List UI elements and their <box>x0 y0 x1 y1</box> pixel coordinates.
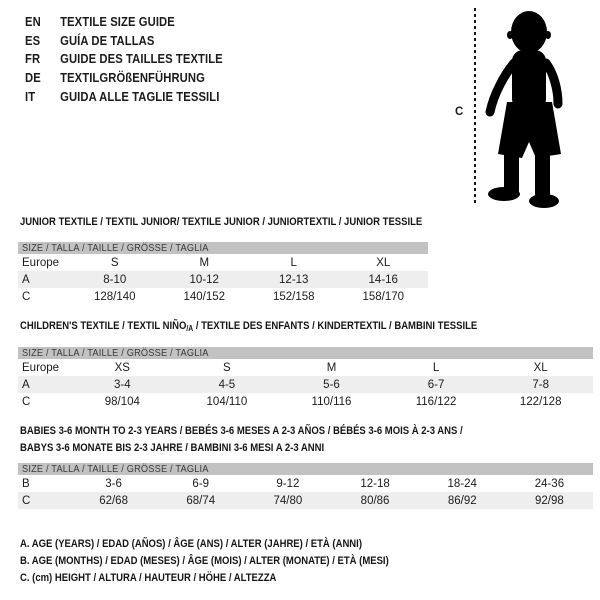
age-cell: 10-12 <box>189 273 219 286</box>
age-cell: 8-10 <box>103 273 127 286</box>
age-cell: 4-5 <box>218 378 236 391</box>
height-cell: 98/104 <box>104 395 140 408</box>
size-cell: S <box>223 361 231 374</box>
height-cell: 152/158 <box>272 290 315 303</box>
size-cell: M <box>199 256 210 269</box>
toddler-silhouette <box>488 11 561 208</box>
size-cell: XL <box>533 361 548 374</box>
table-row-height <box>18 288 428 305</box>
lang-label: GUIDA ALLE TAGLIE TESSILI <box>60 89 220 104</box>
size-cell: L <box>432 361 440 374</box>
footnote-height-cm: C. (cm) HEIGHT / ALTURA / HAUTEUR / HÖHE / ALTEZZA <box>20 572 277 585</box>
children-size-table <box>18 347 593 410</box>
lang-code: ES <box>25 33 41 48</box>
lang-label: GUÍA DE TALLAS <box>60 33 155 48</box>
height-cell: 122/128 <box>519 395 562 408</box>
footnote-age-months: B. AGE (MONTHS) / EDAD (MESES) / ÂGE (MOIS) / ALTER (MONATE) / ETÀ (MESI) <box>20 555 389 568</box>
height-cell: 74/80 <box>273 494 303 507</box>
height-measure-label: C <box>455 106 464 118</box>
height-cell: 140/152 <box>183 290 226 303</box>
footnote-age-years: A. AGE (YEARS) / EDAD (AÑOS) / ÂGE (ANS) / ALTER (JAHRE) / ETÀ (ANNI) <box>20 538 362 550</box>
age-cell: 6-9 <box>192 477 210 490</box>
size-header-label: SIZE / TALLA / TAILLE / GRÖSSE / TAGLIA <box>22 242 209 254</box>
lang-label: TEXTILE SIZE GUIDE <box>60 15 175 30</box>
lang-label: GUIDE DES TAILLES TEXTILE <box>60 52 223 67</box>
table-row-europe <box>18 254 428 271</box>
height-cell: 116/122 <box>415 395 457 408</box>
lang-code: FR <box>25 52 41 67</box>
section-title-junior: JUNIOR TEXTILE / TEXTIL JUNIOR/ TEXTILE JUNIOR / JUNIORTEXTIL / JUNIOR TESSILE <box>20 216 423 228</box>
height-cell: 110/116 <box>311 395 352 408</box>
language-title-list <box>25 13 223 106</box>
row-label: B <box>22 477 30 490</box>
section-title-children-post: / TEXTILE DES ENFANTS / KINDERTEXTIL / BAMBINI TESSILE <box>193 320 478 332</box>
section-title-children <box>20 320 477 332</box>
age-cell: 18-24 <box>447 477 477 490</box>
lang-label: TEXTILGRÖßENFÜHRUNG <box>60 71 205 86</box>
row-label: A <box>22 273 30 286</box>
height-cell: 68/74 <box>186 494 216 507</box>
row-label: C <box>22 395 31 408</box>
size-header-label: SIZE / TALLA / TAILLE / GRÖSSE / TAGLIA <box>22 463 209 475</box>
table-row-height <box>18 492 593 509</box>
lang-row-de <box>25 69 223 88</box>
height-cell: 86/92 <box>447 494 477 507</box>
table-row-europe <box>18 359 593 376</box>
size-header-bar <box>18 242 428 254</box>
age-cell: 12-13 <box>279 273 309 286</box>
section-title-babies <box>20 423 463 456</box>
lang-row-en <box>25 13 223 32</box>
age-cell: 5-6 <box>323 378 340 391</box>
table-row-age-months <box>18 475 593 492</box>
size-cell: XS <box>114 361 130 374</box>
height-cell: 158/170 <box>362 290 405 303</box>
age-cell: 9-12 <box>276 477 300 490</box>
lang-row-fr <box>25 50 223 69</box>
size-cell: S <box>110 256 119 269</box>
footnotes <box>20 536 389 588</box>
age-cell: 3-4 <box>113 378 131 391</box>
age-cell: 12-18 <box>360 477 390 490</box>
lang-row-es <box>25 32 223 51</box>
row-label: C <box>22 290 31 303</box>
height-cell: 128/140 <box>93 290 136 303</box>
size-header-bar <box>18 463 593 475</box>
age-cell: 24-36 <box>534 477 565 490</box>
age-cell: 7-8 <box>532 378 549 391</box>
size-cell: XL <box>376 256 391 269</box>
age-cell: 14-16 <box>368 273 398 286</box>
section-title-children-pre: CHILDREN'S TEXTILE / TEXTIL NIÑO <box>20 320 187 332</box>
table-row-age <box>18 271 428 288</box>
size-cell: M <box>326 361 337 374</box>
height-cell: 80/86 <box>360 494 390 507</box>
size-header-bar <box>18 347 593 359</box>
lang-code: DE <box>25 71 41 86</box>
row-label: Europe <box>22 361 60 374</box>
height-cell: 104/110 <box>206 395 248 408</box>
row-label: C <box>22 494 31 507</box>
section-title-babies-line1: BABIES 3-6 MONTH TO 2-3 YEARS / BEBÉS 3-6 MESES A 2-3 AÑOS / BÉBÉS 3-6 MOIS À 2-3 ANS / <box>20 425 463 437</box>
junior-size-table <box>18 242 428 305</box>
size-header-label: SIZE / TALLA / TAILLE / GRÖSSE / TAGLIA <box>22 347 209 359</box>
table-row-age <box>18 376 593 393</box>
section-title-children-sub: /A <box>186 324 194 333</box>
row-label: A <box>22 378 30 391</box>
babies-size-table <box>18 463 593 509</box>
size-cell: L <box>290 256 297 269</box>
lang-code: IT <box>25 89 36 104</box>
table-row-height <box>18 393 593 410</box>
height-measure-dashed-line <box>474 8 476 206</box>
height-cell: 62/68 <box>99 494 128 507</box>
toddler-silhouette-figure <box>481 8 569 208</box>
lang-code: EN <box>25 15 41 30</box>
section-title-babies-line2: BABYS 3-6 MONATE BIS 2-3 JAHRE / BAMBINI 3-6 MESI A 2-3 ANNI <box>20 441 325 454</box>
row-label: Europe <box>22 256 60 269</box>
age-cell: 6-7 <box>427 378 445 391</box>
age-cell: 3-6 <box>105 477 122 490</box>
lang-row-it <box>25 87 223 106</box>
height-cell: 92/98 <box>535 494 564 507</box>
